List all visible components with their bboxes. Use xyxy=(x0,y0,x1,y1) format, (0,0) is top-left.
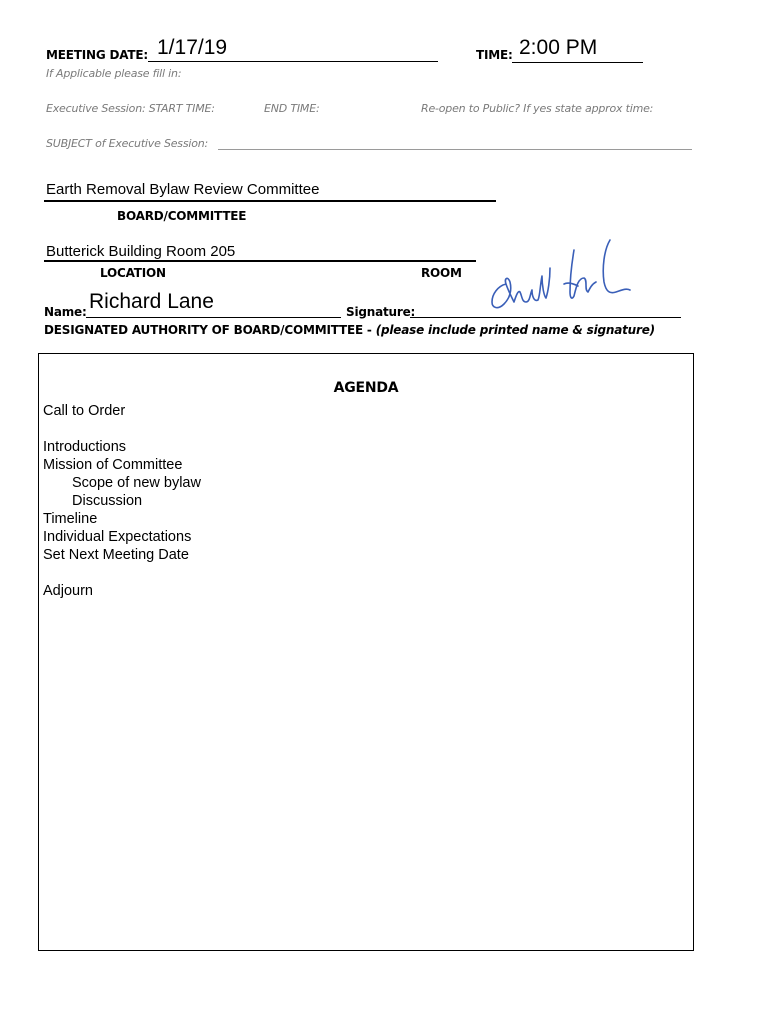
agenda-item: Set Next Meeting Date xyxy=(43,547,189,563)
agenda-item: Mission of Committee xyxy=(43,457,183,473)
time-underline xyxy=(512,62,643,63)
location-value[interactable]: Butterick Building Room 205 xyxy=(46,243,236,260)
designated-authority-text: DESIGNATED AUTHORITY OF BOARD/COMMITTEE - xyxy=(44,323,372,337)
agenda-item: Individual Expectations xyxy=(43,529,192,545)
signature-label: Signature: xyxy=(346,305,416,319)
agenda-spacer xyxy=(43,420,201,438)
agenda-list xyxy=(43,402,201,600)
if-applicable-note: If Applicable please fill in: xyxy=(46,67,182,80)
time-label: TIME: xyxy=(476,48,513,62)
agenda-spacer xyxy=(43,564,201,582)
agenda-item: Timeline xyxy=(43,511,98,527)
committee-label: BOARD/COMMITTEE xyxy=(117,209,247,223)
agenda-title: AGENDA xyxy=(333,380,399,396)
meeting-date-label: MEETING DATE: xyxy=(46,48,148,62)
designated-authority-note: (please include printed name & signature) xyxy=(375,323,655,337)
agenda-item: Scope of new bylaw xyxy=(72,475,201,491)
exec-end-label: END TIME: xyxy=(264,102,320,115)
agenda-item: Call to Order xyxy=(43,403,126,419)
meeting-date-underline xyxy=(148,61,438,62)
location-underline xyxy=(44,260,476,262)
signature-image xyxy=(484,232,636,316)
committee-underline xyxy=(44,200,496,202)
room-label: ROOM xyxy=(421,266,462,280)
agenda-item: Adjourn xyxy=(43,583,93,599)
signature-underline[interactable] xyxy=(410,317,681,318)
agenda-box[interactable] xyxy=(38,353,694,951)
time-value[interactable]: 2:00 PM xyxy=(519,36,598,59)
agenda-item: Introductions xyxy=(43,439,127,455)
reopen-label: Re-open to Public? If yes state approx time: xyxy=(421,102,654,115)
meeting-date-value[interactable]: 1/17/19 xyxy=(157,36,228,59)
subject-label: SUBJECT of Executive Session: xyxy=(46,137,209,150)
location-label: LOCATION xyxy=(100,266,166,280)
designated-authority xyxy=(44,323,655,337)
name-underline xyxy=(86,317,341,318)
name-value[interactable]: Richard Lane xyxy=(89,290,214,313)
exec-start-label: Executive Session: START TIME: xyxy=(46,102,215,115)
name-label: Name: xyxy=(44,305,87,319)
committee-name[interactable]: Earth Removal Bylaw Review Committee xyxy=(46,181,320,198)
subject-underline[interactable] xyxy=(218,149,692,150)
agenda-item: Discussion xyxy=(72,493,143,509)
